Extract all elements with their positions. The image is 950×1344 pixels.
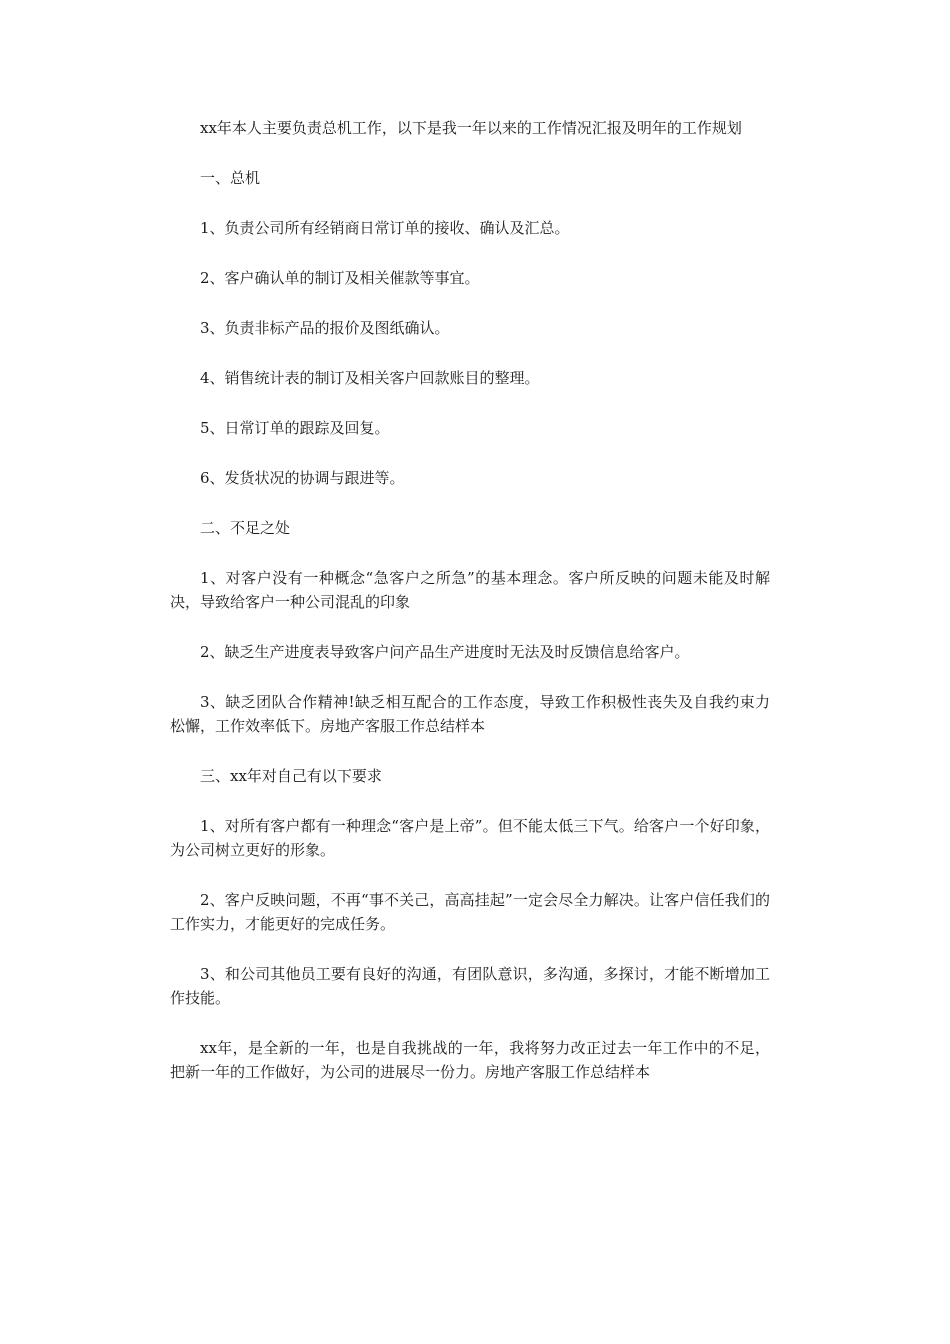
section-heading-shortcomings: 二、不足之处 bbox=[200, 519, 291, 537]
list-item: 5、日常订单的跟踪及回复。 bbox=[200, 419, 390, 437]
list-item: 3、负责非标产品的报价及图纸确认。 bbox=[200, 319, 450, 337]
closing-paragraph: xx年，是全新的一年，也是自我挑战的一年，我将努力改正过去一年工作中的不足，把新一年的工作做好，为公司的进展尽一份力。房地产客服工作总结样本 bbox=[170, 1039, 770, 1081]
section-heading-switchboard: 一、总机 bbox=[200, 169, 261, 187]
list-item: 1、对客户没有一种概念“急客户之所急”的基本理念。客户所反映的问题未能及时解决，导致给客户一种公司混乱的印象 bbox=[170, 569, 770, 611]
intro-paragraph: xx年本人主要负责总机工作，以下是我一年以来的工作情况汇报及明年的工作规划 bbox=[200, 119, 742, 137]
list-item: 2、缺乏生产进度表导致客户问产品生产进度时无法及时反馈信息给客户。 bbox=[200, 643, 690, 661]
list-item: 2、客户反映问题，不再“事不关己，高高挂起”一定会尽全力解决。让客户信任我们的工作实力，才能更好的完成任务。 bbox=[170, 891, 770, 933]
list-item: 3、缺乏团队合作精神!缺乏相互配合的工作态度，导致工作积极性丧失及自我约束力松懈，工作效率低下。房地产客服工作总结样本 bbox=[170, 693, 770, 735]
list-item: 6、发货状况的协调与跟进等。 bbox=[200, 469, 405, 487]
document-body bbox=[170, 116, 770, 1110]
list-item: 1、负责公司所有经销商日常订单的接收、确认及汇总。 bbox=[200, 219, 570, 237]
section-heading-requirements: 三、xx年对自己有以下要求 bbox=[200, 767, 382, 785]
list-item: 2、客户确认单的制订及相关催款等事宜。 bbox=[200, 269, 480, 287]
list-item: 3、和公司其他员工要有良好的沟通，有团队意识，多沟通，多探讨，才能不断增加工作技能。 bbox=[170, 965, 770, 1007]
list-item: 4、销售统计表的制订及相关客户回款账目的整理。 bbox=[200, 369, 540, 387]
list-item: 1、对所有客户都有一种理念“客户是上帝”。但不能太低三下气。给客户一个好印象，为公司树立更好的形象。 bbox=[170, 817, 770, 859]
